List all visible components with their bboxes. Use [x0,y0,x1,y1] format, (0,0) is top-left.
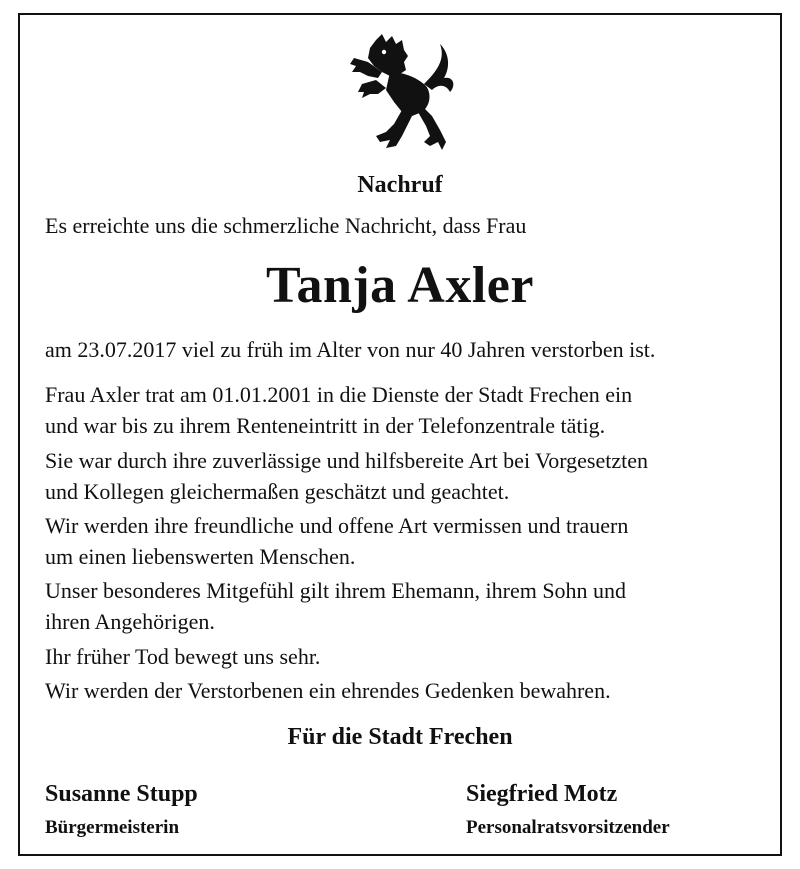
paragraph-line: Ihr früher Tod bewegt uns sehr. [45,644,321,669]
paragraph [45,510,628,572]
paragraph [45,445,648,507]
paragraph [45,641,320,672]
intro-text: Es erreichte uns die schmerzliche Nachricht, dass Frau [45,213,527,238]
paragraph-line: ihren Angehörigen. [45,609,215,634]
paragraph [45,379,632,441]
paragraph-line: Unser besonderes Mitgefühl gilt ihrem Ehemann, ihrem Sohn und [45,578,627,603]
signatory-name: Siegfried Motz [466,781,618,807]
paragraph-line: Sie war durch ihre zuverlässige und hilfsbereite Art bei Vorgesetzten [45,448,648,473]
paragraph-line: um einen liebenswerten Menschen. [45,544,356,569]
signatory-name: Susanne Stupp [45,781,198,807]
heading: Nachruf [357,172,443,198]
deceased-name: Tanja Axler [266,257,534,314]
paragraph-line: Wir werden der Verstorbenen ein ehrendes Gedenken bewahren. [45,678,611,703]
paragraph [45,575,626,637]
signatory-role: Personalratsvorsitzender [466,817,670,838]
heraldic-lion-icon [346,32,456,154]
paragraph-line: und war bis zu ihrem Renteneintritt in der Telefonzentrale tätig. [45,413,606,438]
paragraph-line: Wir werden ihre freundliche und offene Art vermissen und trauern [45,513,629,538]
on-behalf-line: Für die Stadt Frechen [287,724,513,750]
paragraph [45,675,611,706]
paragraph-line: und Kollegen gleichermaßen geschätzt und geachtet. [45,479,510,504]
death-date-line: am 23.07.2017 viel zu früh im Alter von nur 40 Jahren verstorben ist. [45,337,656,362]
signatory-role: Bürgermeisterin [45,817,180,838]
paragraph-line: Frau Axler trat am 01.01.2001 in die Dienste der Stadt Frechen ein [45,382,633,407]
